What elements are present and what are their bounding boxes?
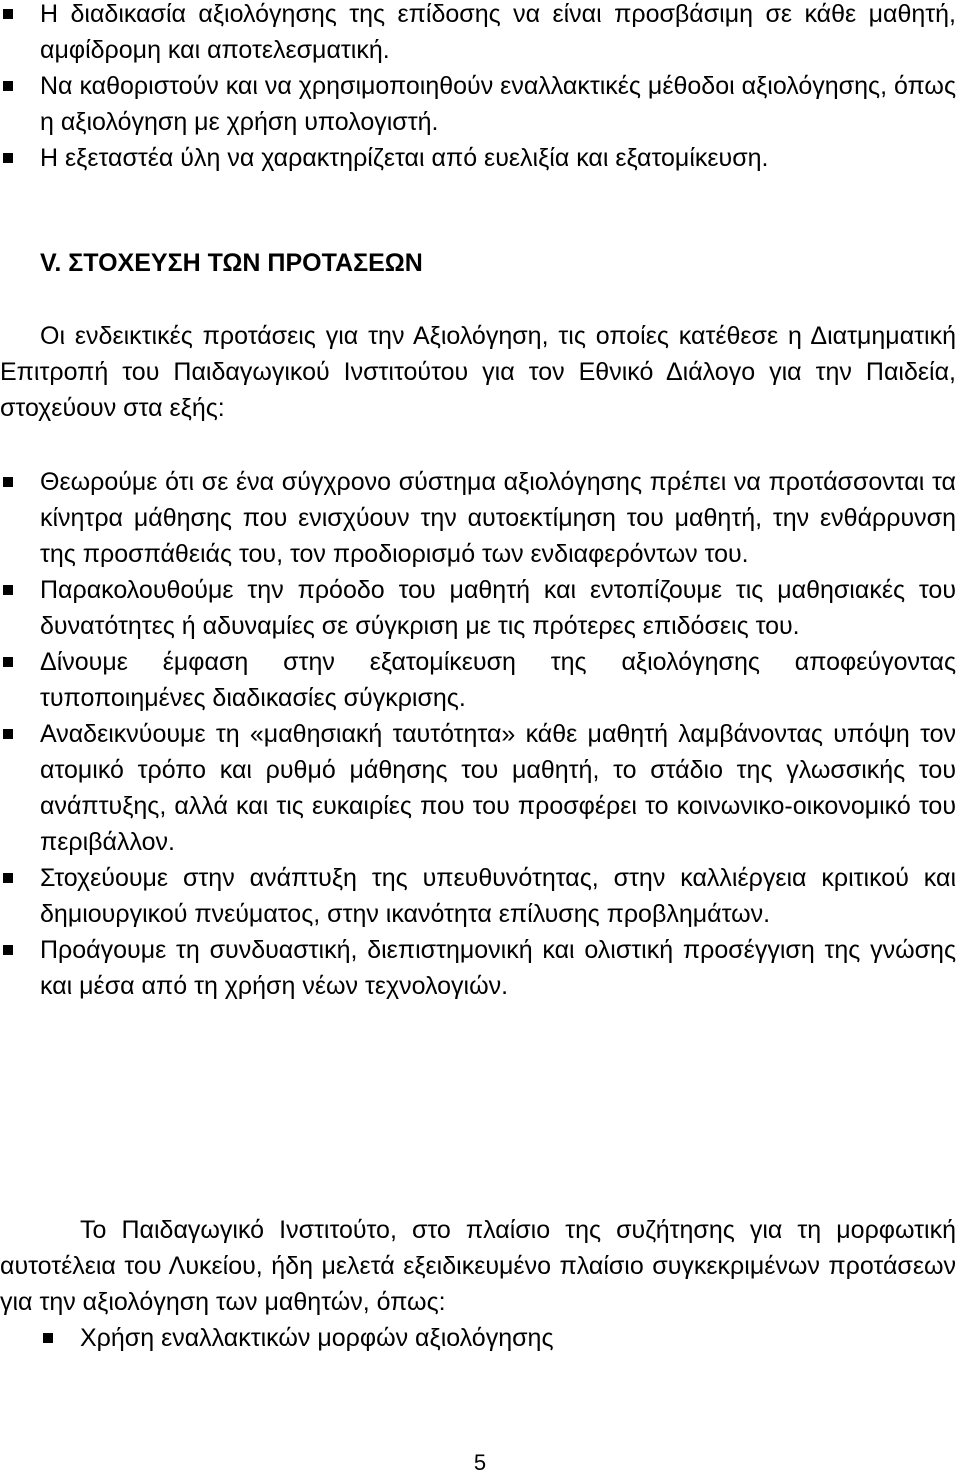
closing-paragraph: Το Παιδαγωγικό Ινστιτούτο, στο πλαίσιο της συζήτησης για τη μορφωτική αυτοτέλεια του Λυκείου, ήδη μελετά εξειδικευμένο πλαίσιο συγκεκριμένων προτάσεων για την αξιολόγηση των μαθητών, όπως: (0, 1216, 956, 1316)
section-heading: V. ΣΤΟΧΕΥΣΗ ΤΩΝ ΠΡΟΤΑΣΕΩΝ (40, 249, 423, 277)
closing-bullet-list (40, 1320, 956, 1356)
square-bullet-icon (3, 9, 13, 19)
list-item-text: Η διαδικασία αξιολόγησης της επίδοσης να είναι προσβάσιμη σε κάθε μαθητή, αμφίδρομη και αποτελεσματική. (40, 0, 956, 64)
list-item (0, 572, 956, 644)
intro-paragraph: Οι ενδεικτικές προτάσεις για την Αξιολόγηση, τις οποίες κατέθεσε η Διατμηματική Επιτροπή του Παιδαγωγικού Ινστιτούτου για τον Εθνικό Διάλογο για την Παιδεία, στοχεύουν στα εξής: (0, 322, 956, 422)
square-bullet-icon (3, 657, 13, 667)
list-item-text: Να καθοριστούν και να χρησιμοποιηθούν εναλλακτικές μέθοδοι αξιολόγησης, όπως η αξιολόγηση με χρήση υπολογιστή. (40, 72, 956, 136)
list-item-text: Θεωρούμε ότι σε ένα σύγχρονο σύστημα αξιολόγησης πρέπει να προτάσσονται τα κίνητρα μάθησης που ενισχύουν την αυτοεκτίμηση του μαθητή, την ενθάρρυνση της προσπάθειάς του, τον προδιορισμό των ενδιαφερόντων του. (40, 468, 956, 568)
list-item (0, 716, 956, 860)
top-bullet-list (0, 0, 956, 176)
goals-bullet-list (0, 464, 956, 1004)
list-item (0, 464, 956, 572)
square-bullet-icon (3, 945, 13, 955)
list-item (40, 1320, 956, 1356)
list-item-text: Δίνουμε έμφαση στην εξατομίκευση της αξιολόγησης αποφεύγοντας τυποποιημένες διαδικασίες σύγκρισης. (40, 648, 956, 712)
list-item-text: Στοχεύουμε στην ανάπτυξη της υπευθυνότητας, στην καλλιέργεια κριτικού και δημιουργικού πνεύματος, στην ικανότητα επίλυσης προβλημάτων. (40, 864, 956, 928)
square-bullet-icon (3, 585, 13, 595)
list-item-text: Προάγουμε τη συνδυαστική, διεπιστημονική και ολιστική προσέγγιση της γνώσης και μέσα από τη χρήση νέων τεχνολογιών. (40, 936, 956, 1000)
square-bullet-icon (3, 81, 13, 91)
list-item (0, 140, 956, 176)
list-item (0, 68, 956, 140)
list-item-text: Η εξεταστέα ύλη να χαρακτηρίζεται από ευελιξία και εξατομίκευση. (40, 144, 769, 172)
square-bullet-icon (43, 1333, 53, 1343)
list-item-text: Παρακολουθούμε την πρόοδο του μαθητή και εντοπίζουμε τις μαθησιακές του δυνατότητες ή αδυναμίες σε σύγκριση με τις πρότερες επιδόσεις του. (40, 576, 956, 640)
list-item (0, 860, 956, 932)
page-number: 5 (473, 1450, 487, 1475)
square-bullet-icon (3, 153, 13, 163)
list-item (0, 932, 956, 1004)
list-item-text: Αναδεικνύουμε τη «μαθησιακή ταυτότητα» κάθε μαθητή λαμβάνοντας υπόψη τον ατομικό τρόπο και ρυθμό μάθησης του μαθητή, το στάδιο της γλωσσικής του ανάπτυξης, αλλά και τις ευκαιρίες που του προσφέρει το κοινωνικο-οικονομικό του περιβάλλον. (40, 720, 956, 856)
square-bullet-icon (3, 477, 13, 487)
list-item (0, 0, 956, 68)
square-bullet-icon (3, 873, 13, 883)
square-bullet-icon (3, 729, 13, 739)
list-item-text: Χρήση εναλλακτικών μορφών αξιολόγησης (80, 1324, 554, 1352)
list-item (0, 644, 956, 716)
